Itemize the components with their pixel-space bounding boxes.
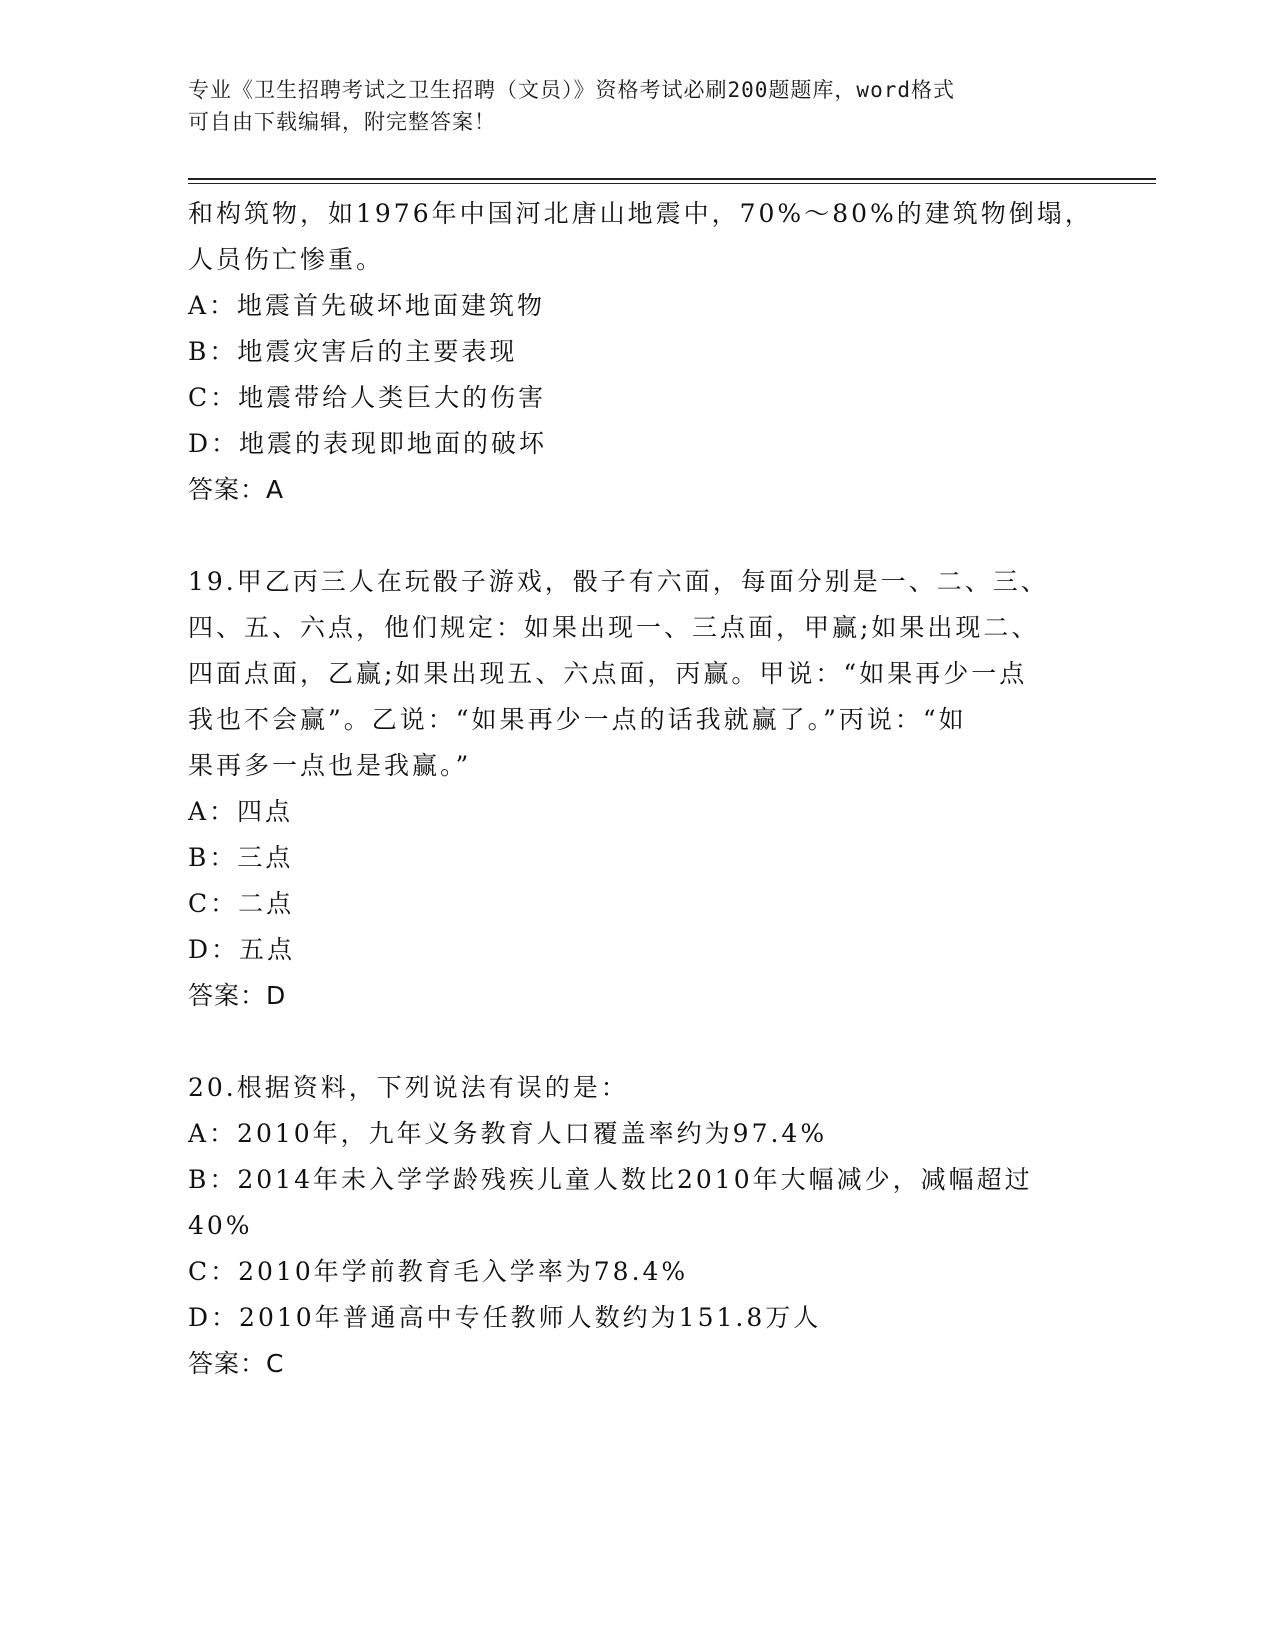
option-d: D：地震的表现即地面的破坏 [188, 429, 548, 458]
option-b: B：地震灾害后的主要表现 [188, 337, 518, 366]
question-stem-line: 四、五、六点，他们规定：如果出现一、三点面，甲赢;如果出现二、 [188, 613, 1040, 642]
question-stem-line: 和构筑物，如1976年中国河北唐山地震中，70%～80%的建筑物倒塌， [188, 199, 1093, 228]
option-b: B：三点 [188, 843, 294, 872]
answer-line: 答案：C [188, 1349, 285, 1378]
answer-line: 答案：A [188, 475, 285, 504]
header-divider-thin [188, 183, 1156, 184]
header-line-1: 专业《卫生招聘考试之卫生招聘（文员）》资格考试必刷200题题库，word格式 [188, 78, 955, 102]
question-20 [188, 1065, 1088, 1387]
answer-line: 答案：D [188, 981, 287, 1010]
option-c: C：2010年学前教育毛入学率为78.4% [188, 1257, 689, 1286]
option-c: C：地震带给人类巨大的伤害 [188, 383, 547, 412]
option-a: A：2010年，九年义务教育人口覆盖率约为97.4% [188, 1119, 828, 1148]
header-divider-thick [188, 178, 1156, 180]
question-stem-line: 果再多一点也是我赢。” [188, 751, 472, 780]
question-18 [188, 191, 1093, 513]
question-stem-line: 人员伤亡惨重。 [188, 245, 385, 274]
question-stem-line: 四面点面，乙赢;如果出现五、六点面，丙赢。甲说：“如果再少一点 [188, 659, 1028, 688]
question-19 [188, 559, 1088, 1019]
option-b: B：2014年未入学学龄残疾儿童人数比2010年大幅减少，减幅超过 [188, 1165, 1033, 1194]
question-stem-line: 19.甲乙丙三人在玩骰子游戏，骰子有六面，每面分别是一、二、三、 [188, 567, 1049, 596]
option-c: C：二点 [188, 889, 295, 918]
document-header [188, 74, 1068, 138]
question-stem-line: 我也不会赢”。乙说：“如果再少一点的话我就赢了。”丙说：“如 [188, 705, 967, 734]
option-a: A：地震首先破坏地面建筑物 [188, 291, 546, 320]
option-b-continued: 40% [188, 1211, 253, 1240]
header-line-2: 可自由下载编辑，附完整答案！ [188, 110, 496, 134]
option-d: D：2010年普通高中专任教师人数约为151.8万人 [188, 1303, 822, 1332]
option-d: D：五点 [188, 935, 296, 964]
spacer [188, 1019, 1088, 1065]
question-stem-line: 20.根据资料，下列说法有误的是： [188, 1073, 629, 1102]
document-body [188, 191, 1093, 1387]
option-a: A：四点 [188, 797, 294, 826]
spacer [188, 513, 1088, 559]
